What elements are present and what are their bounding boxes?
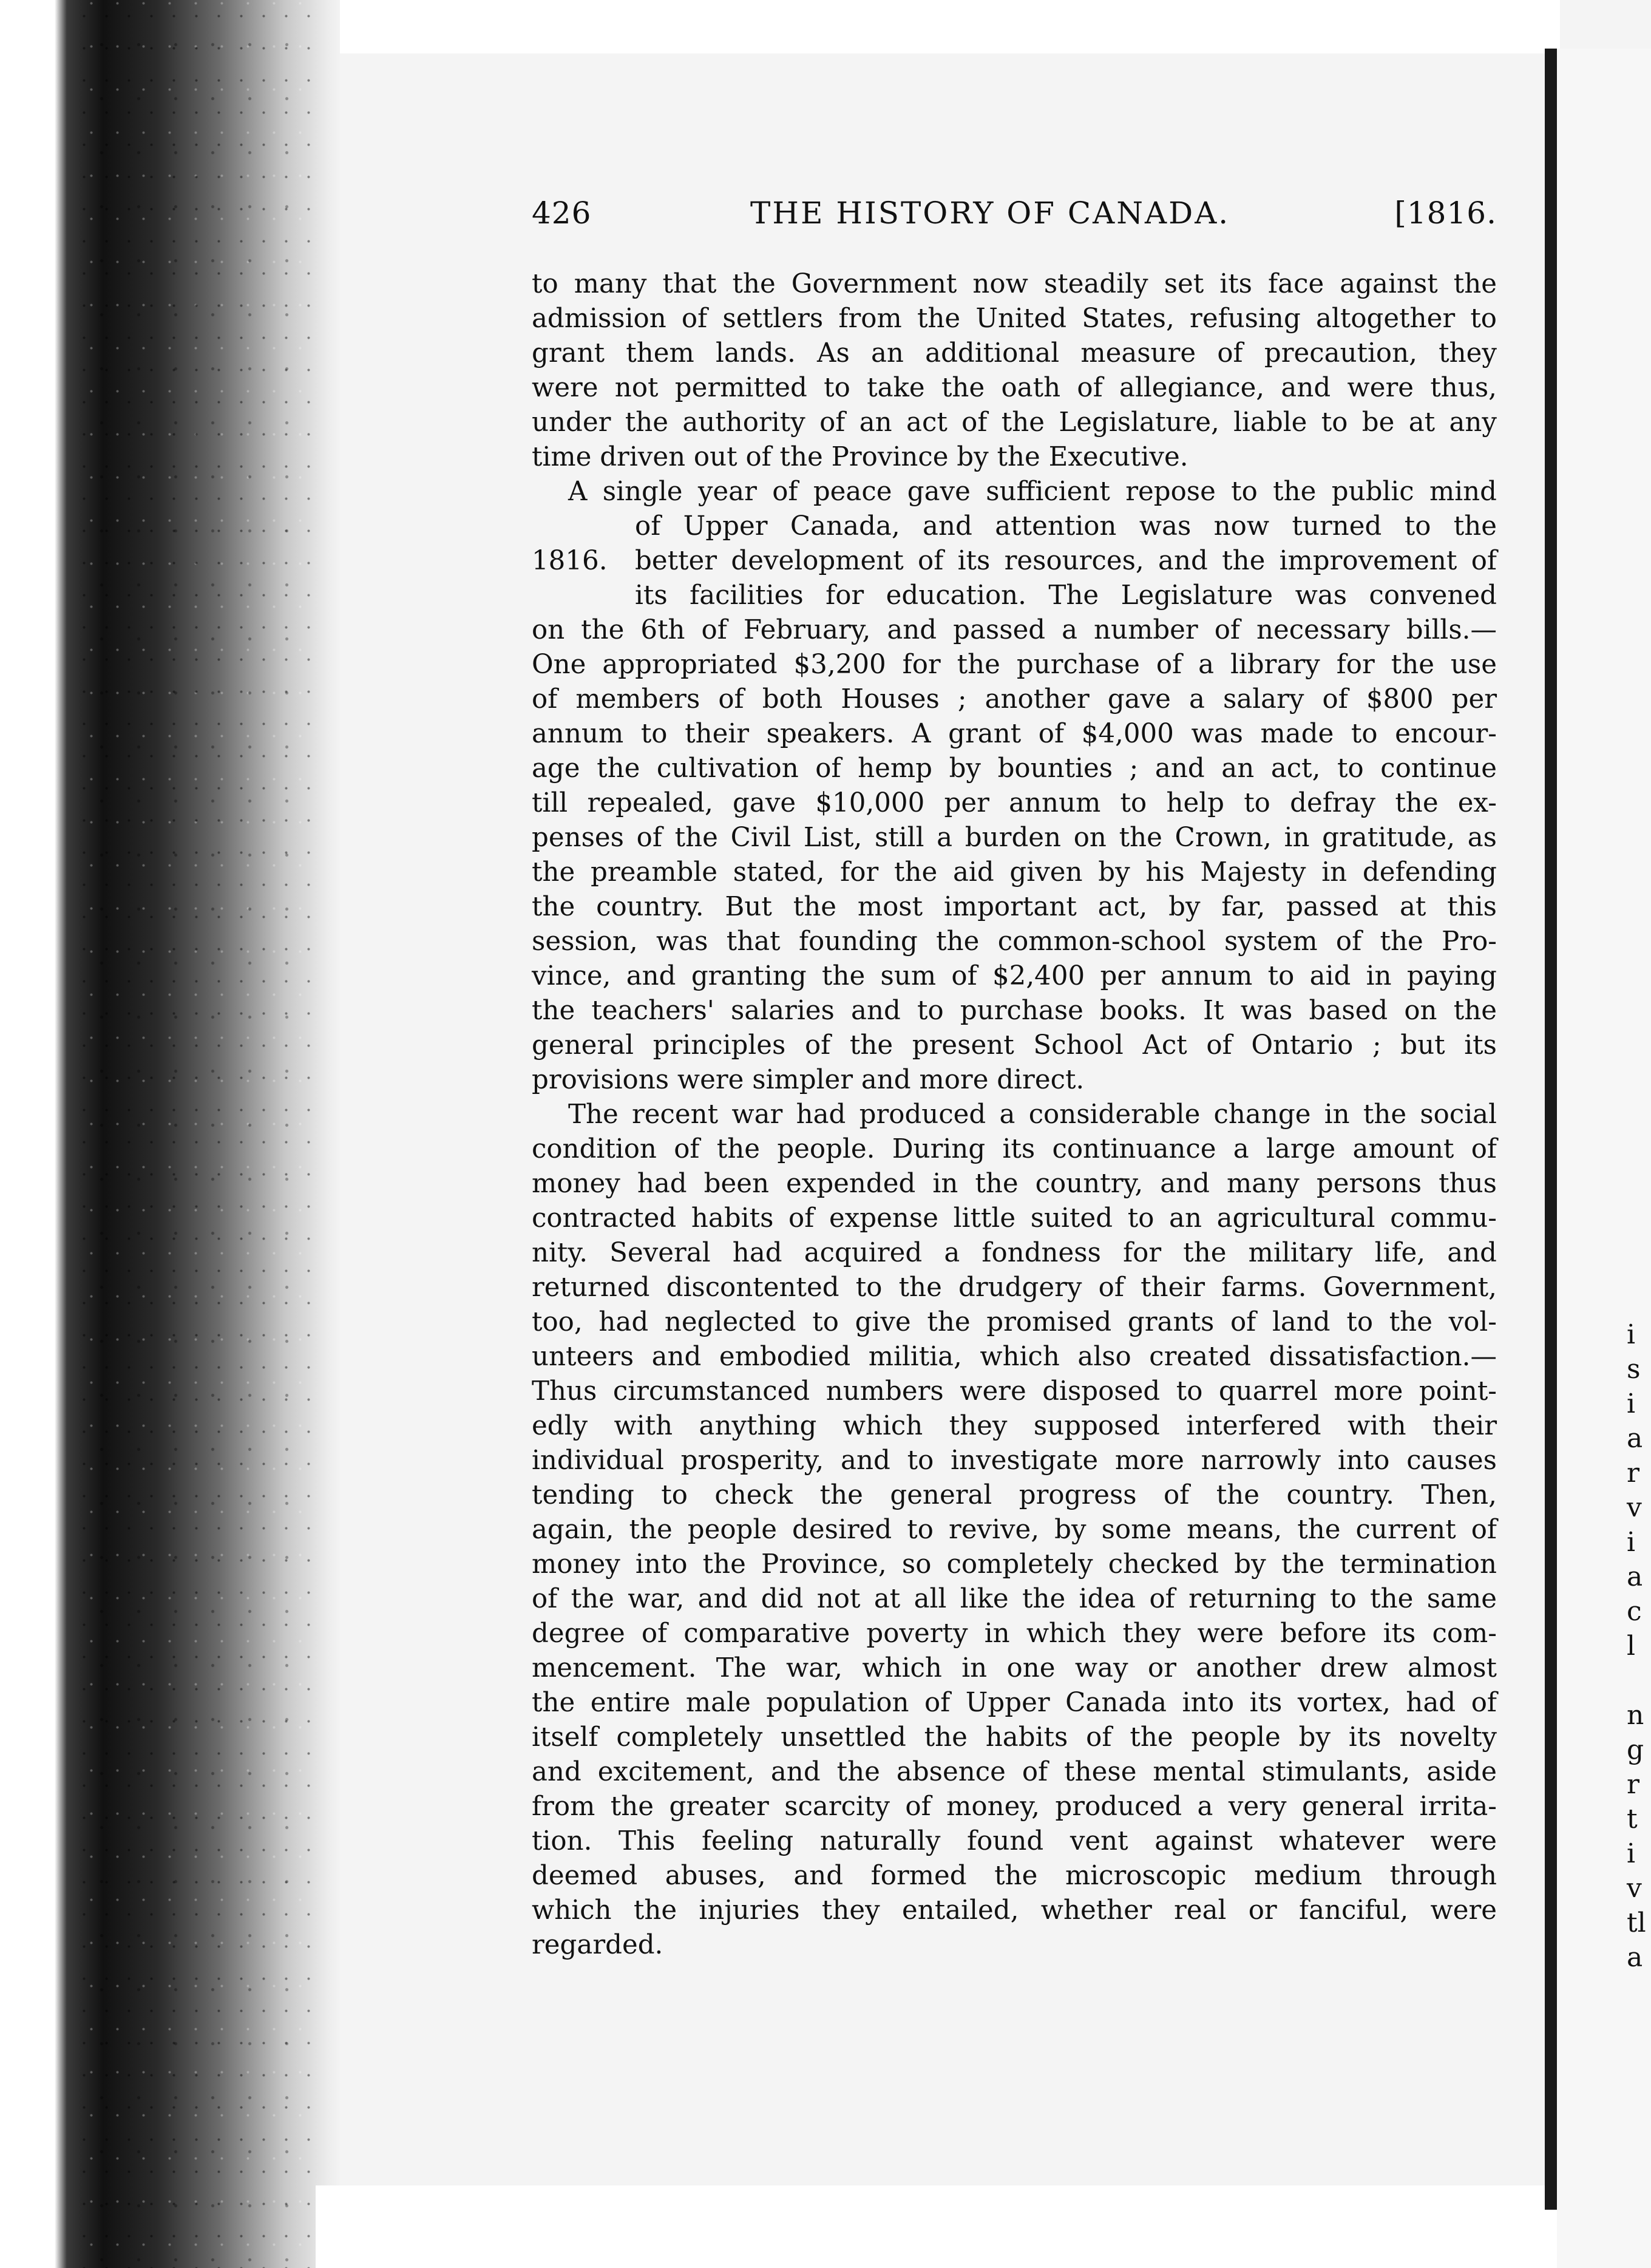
facing-page-fragment: v bbox=[1627, 1873, 1642, 1904]
running-title: THE HISTORY OF CANADA. bbox=[750, 195, 1230, 231]
facing-page-fragment: v bbox=[1627, 1492, 1642, 1523]
page-edge-shadow bbox=[1545, 49, 1557, 2210]
facing-page-fragment: tl bbox=[1627, 1907, 1646, 1938]
text-line: penses of the Civil List, still a burden on the Crown, in gratitude, as bbox=[532, 823, 1497, 853]
gutter-speckle-texture bbox=[73, 0, 316, 2268]
text-line: provisions were simpler and more direct. bbox=[532, 1065, 1085, 1095]
facing-page-fragment: i bbox=[1627, 1388, 1636, 1419]
text-line: its facilities for education. The Legislature was convened bbox=[635, 580, 1497, 611]
text-line: better development of its resources, and the improvement of bbox=[635, 546, 1497, 576]
running-head bbox=[532, 195, 1497, 238]
text-line: the entire male population of Upper Canada into its vortex, had of bbox=[532, 1688, 1497, 1718]
page-top-margin bbox=[340, 0, 1560, 53]
facing-page-fragment: s bbox=[1627, 1354, 1641, 1385]
text-line: which the injuries they entailed, whether real or fanciful, were bbox=[532, 1895, 1497, 1926]
facing-page-fragment: r bbox=[1627, 1458, 1640, 1489]
text-line: age the cultivation of hemp by bounties ; and an act, to continue bbox=[532, 753, 1497, 784]
text-line: under the authority of an act of the Legislature, liable to be at any bbox=[532, 407, 1497, 438]
facing-page-fragment: g bbox=[1627, 1734, 1644, 1765]
facing-page-fragment: t bbox=[1627, 1804, 1638, 1835]
text-line: Thus circumstanced numbers were disposed to quarrel more point- bbox=[532, 1376, 1497, 1407]
text-line: of Upper Canada, and attention was now turned to the bbox=[635, 511, 1497, 542]
facing-page-fragment: i bbox=[1627, 1838, 1636, 1869]
text-line: degree of comparative poverty in which they were before its com- bbox=[532, 1618, 1497, 1649]
text-line: grant them lands. As an additional measure of precaution, they bbox=[532, 338, 1497, 368]
text-line: again, the people desired to revive, by some means, the current of bbox=[532, 1515, 1497, 1545]
text-line: to many that the Government now steadily set its face against the bbox=[532, 269, 1497, 299]
text-line: of the war, and did not at all like the idea of returning to the same bbox=[532, 1584, 1497, 1614]
text-line: One appropriated $3,200 for the purchase of a library for the use bbox=[532, 650, 1497, 680]
page-number: 426 bbox=[532, 195, 592, 231]
text-line: A single year of peace gave sufficient repose to the public mind bbox=[568, 477, 1497, 507]
text-line: and excitement, and the absence of these mental stimulants, aside bbox=[532, 1757, 1497, 1787]
text-line: deemed abuses, and formed the microscopic medium through bbox=[532, 1861, 1497, 1891]
text-line: from the greater scarcity of money, produced a very general irrita- bbox=[532, 1791, 1497, 1822]
facing-page-fragment: c bbox=[1627, 1596, 1642, 1627]
text-line: tion. This feeling naturally found vent against whatever were bbox=[532, 1826, 1497, 1856]
facing-page-fragment: a bbox=[1627, 1561, 1643, 1592]
facing-page-text-fragments bbox=[1627, 1317, 1651, 1975]
text-line: general principles of the present School Act of Ontario ; but its bbox=[532, 1030, 1497, 1061]
page-bottom-margin bbox=[316, 2185, 1590, 2268]
text-line: the preamble stated, for the aid given by his Majesty in defending bbox=[532, 857, 1497, 888]
text-line: vince, and granting the sum of $2,400 per annum to aid in paying bbox=[532, 961, 1497, 991]
text-line: session, was that founding the common-school system of the Pro- bbox=[532, 926, 1497, 957]
text-line: edly with anything which they supposed interfered with their bbox=[532, 1411, 1497, 1441]
text-line: of members of both Houses ; another gave a salary of $800 per bbox=[532, 684, 1497, 715]
text-line: tending to check the general progress of the country. Then, bbox=[532, 1480, 1497, 1510]
text-line: the country. But the most important act, by far, passed at this bbox=[532, 892, 1497, 922]
facing-page-fragment: r bbox=[1627, 1769, 1640, 1800]
text-line: too, had neglected to give the promised grants of land to the vol- bbox=[532, 1307, 1497, 1337]
text-line: itself completely unsettled the habits of the people by its novelty bbox=[532, 1722, 1497, 1753]
text-line: condition of the people. During its continuance a large amount of bbox=[532, 1134, 1497, 1164]
text-line: individual prosperity, and to investigate more narrowly into causes bbox=[532, 1445, 1497, 1476]
text-line: money had been expended in the country, and many persons thus bbox=[532, 1169, 1497, 1199]
text-line: The recent war had produced a considerable change in the social bbox=[568, 1099, 1497, 1130]
facing-page-fragment: a bbox=[1627, 1942, 1643, 1973]
text-line: regarded. bbox=[532, 1930, 663, 1960]
facing-page-fragment bbox=[1627, 1663, 1651, 1698]
text-line: money into the Province, so completely checked by the termination bbox=[532, 1549, 1497, 1580]
text-line: nity. Several had acquired a fondness for the military life, and bbox=[532, 1238, 1497, 1268]
text-line: unteers and embodied militia, which also created dissatisfaction.— bbox=[532, 1342, 1497, 1372]
text-line: on the 6th of February, and passed a number of necessary bills.— bbox=[532, 615, 1497, 645]
text-line: admission of settlers from the United States, refusing altogether to bbox=[532, 304, 1497, 334]
text-line: annum to their speakers. A grant of $4,000 was made to encour- bbox=[532, 719, 1497, 749]
running-year: [1816. bbox=[1394, 195, 1497, 231]
margin-year-note: 1816. bbox=[532, 546, 608, 576]
text-line: contracted habits of expense little suited to an agricultural commu- bbox=[532, 1203, 1497, 1234]
text-line: time driven out of the Province by the Executive. bbox=[532, 442, 1188, 472]
text-line: were not permitted to take the oath of allegiance, and were thus, bbox=[532, 373, 1497, 403]
facing-page-fragment: i bbox=[1627, 1527, 1636, 1558]
text-line: returned discontented to the drudgery of their farms. Government, bbox=[532, 1272, 1497, 1303]
facing-page-fragment: a bbox=[1627, 1423, 1643, 1454]
facing-page-fragment: n bbox=[1627, 1700, 1644, 1731]
facing-page-fragment: i bbox=[1627, 1319, 1636, 1350]
text-line: till repealed, gave $10,000 per annum to help to defray the ex- bbox=[532, 788, 1497, 818]
facing-page-fragment: l bbox=[1627, 1631, 1636, 1662]
body-text bbox=[532, 267, 1497, 1963]
text-line: mencement. The war, which in one way or another drew almost bbox=[532, 1653, 1497, 1683]
text-line: the teachers' salaries and to purchase books. It was based on the bbox=[532, 996, 1497, 1026]
